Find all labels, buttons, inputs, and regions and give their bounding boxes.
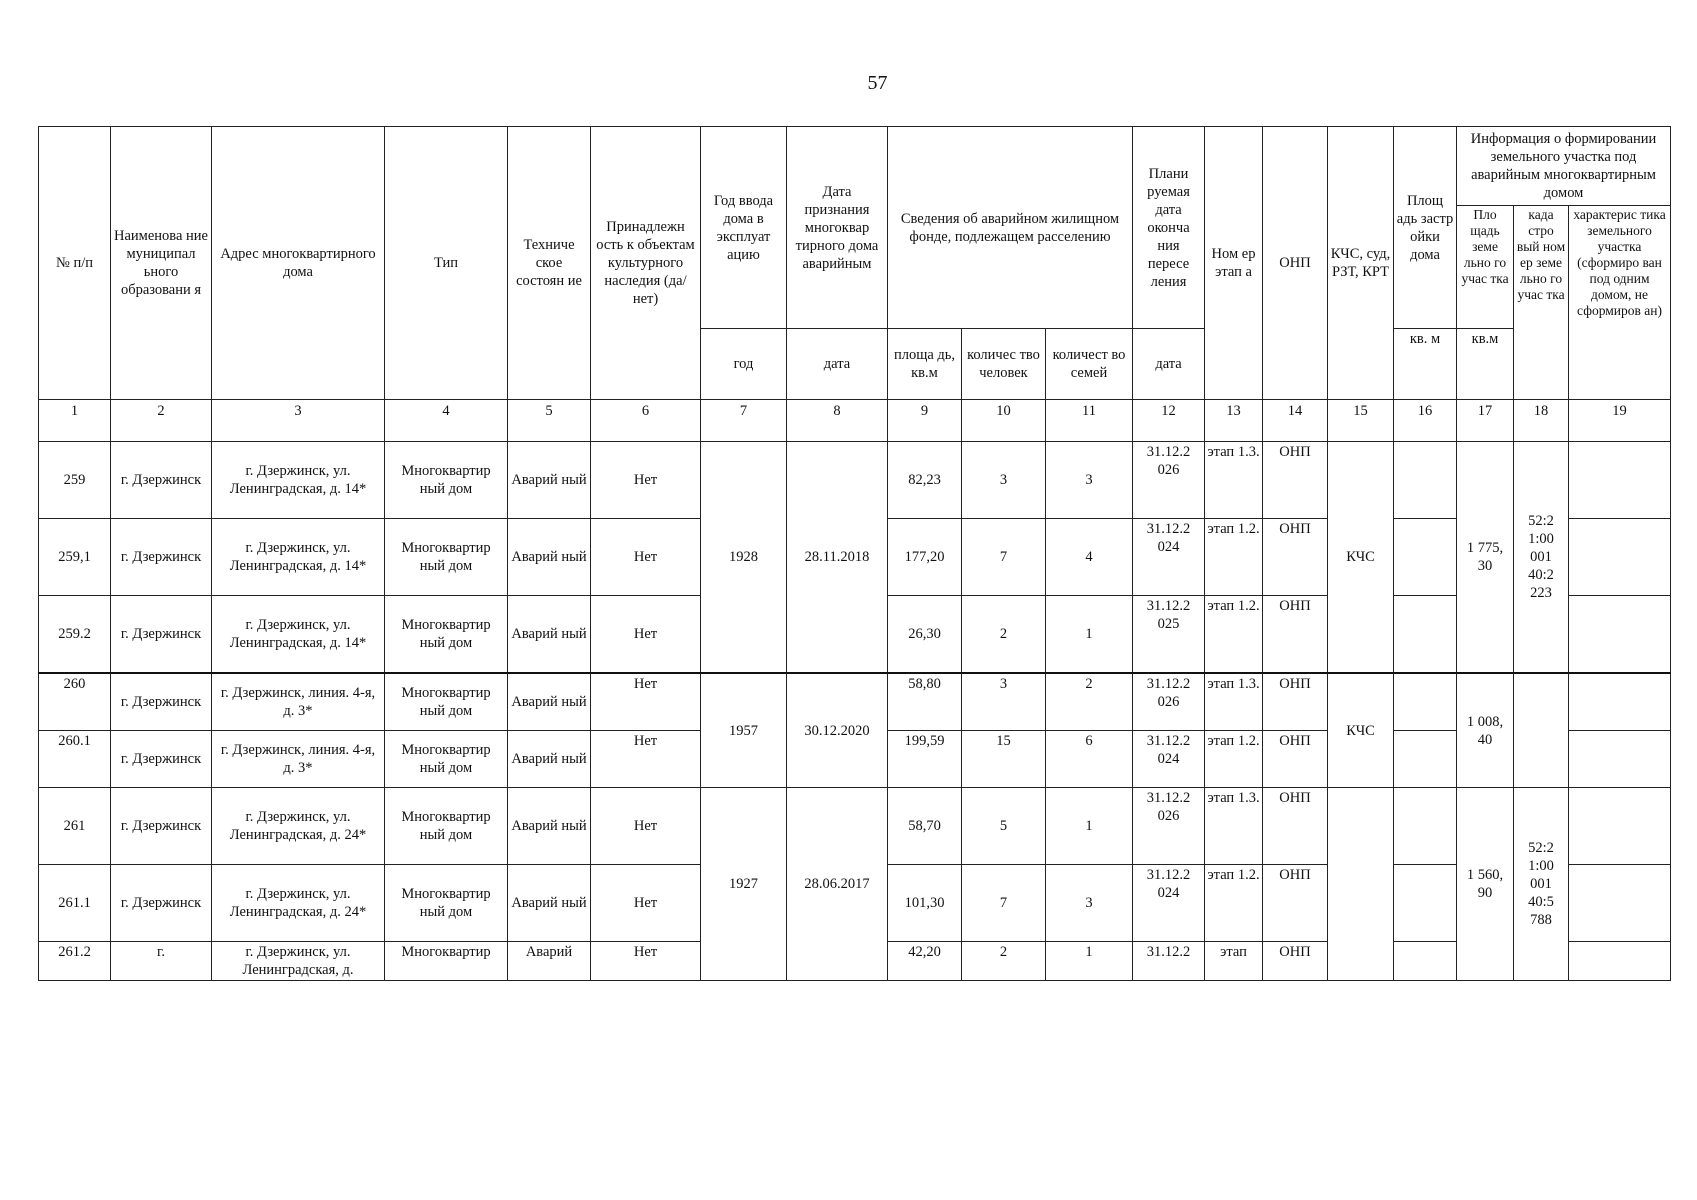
emergency-area: 58,70	[888, 788, 962, 865]
stage: этап 1.3.	[1205, 442, 1263, 519]
people-count: 2	[962, 596, 1046, 674]
emergency-area: 199,59	[888, 731, 962, 788]
address: г. Дзержинск, ул. Ленинградская, д.	[212, 942, 385, 981]
onp: ОНП	[1263, 731, 1328, 788]
land-characteristic	[1569, 731, 1671, 788]
column-number: 2	[111, 400, 212, 442]
land-area: 1 775, 30	[1457, 442, 1514, 674]
column-number: 6	[591, 400, 701, 442]
column-numbers-row	[39, 400, 1671, 442]
header-emergency-fund: Сведения об аварийном жилищном фонде, подлежащем расселению	[888, 127, 1133, 329]
header-type: Тип	[385, 127, 508, 400]
onp: ОНП	[1263, 865, 1328, 942]
planned-date: 31.12.2 024	[1133, 731, 1205, 788]
planned-date: 31.12.2 026	[1133, 442, 1205, 519]
municipality: г. Дзержинск	[111, 673, 212, 731]
house-type: Многоквартир ный дом	[385, 788, 508, 865]
onp: ОНП	[1263, 519, 1328, 596]
emergency-area: 42,20	[888, 942, 962, 981]
table-row	[39, 442, 1671, 519]
header-people-unit: количес тво человек	[962, 329, 1046, 400]
built-area	[1394, 865, 1457, 942]
cadastral-number: 52:2 1:00 001 40:2 223	[1514, 442, 1569, 674]
stage: этап 1.2.	[1205, 519, 1263, 596]
column-number: 1	[39, 400, 111, 442]
address: г. Дзержинск, ул. Ленинградская, д. 14*	[212, 519, 385, 596]
recognition-date: 28.11.2018	[787, 442, 888, 674]
header-recognition-date: Дата признания многоквар тирного дома аварийным	[787, 127, 888, 329]
land-characteristic	[1569, 442, 1671, 519]
header-year-unit: год	[701, 329, 787, 400]
planned-date: 31.12.2 026	[1133, 673, 1205, 731]
column-number: 19	[1569, 400, 1671, 442]
header-municipality: Наименова ние муниципал ьного образовани я	[111, 127, 212, 400]
land-characteristic	[1569, 865, 1671, 942]
column-number: 16	[1394, 400, 1457, 442]
house-type: Многоквартир ный дом	[385, 865, 508, 942]
stage: этап 1.2.	[1205, 731, 1263, 788]
recognition-date: 30.12.2020	[787, 673, 888, 788]
people-count: 3	[962, 673, 1046, 731]
emergency-area: 101,30	[888, 865, 962, 942]
land-area: 1 560, 90	[1457, 788, 1514, 981]
municipality: г.	[111, 942, 212, 981]
header-year: Год ввода дома в эксплуат ацию	[701, 127, 787, 329]
land-characteristic	[1569, 942, 1671, 981]
heritage: Нет	[591, 865, 701, 942]
house-type: Многоквартир ный дом	[385, 442, 508, 519]
emergency-area: 177,20	[888, 519, 962, 596]
family-count: 3	[1046, 865, 1133, 942]
address: г. Дзержинск, линия. 4-я, д. 3*	[212, 731, 385, 788]
heritage: Нет	[591, 673, 701, 731]
heritage: Нет	[591, 788, 701, 865]
built-area	[1394, 942, 1457, 981]
municipality: г. Дзержинск	[111, 519, 212, 596]
header-planned-date: Плани руемая дата оконча ния пересе ления	[1133, 127, 1205, 329]
municipality: г. Дзержинск	[111, 731, 212, 788]
stage: этап 1.2.	[1205, 865, 1263, 942]
column-number: 13	[1205, 400, 1263, 442]
stage: этап	[1205, 942, 1263, 981]
column-number: 15	[1328, 400, 1394, 442]
column-number: 7	[701, 400, 787, 442]
header-stage: Ном ер этап а	[1205, 127, 1263, 400]
row-number: 261	[39, 788, 111, 865]
planned-date: 31.12.2	[1133, 942, 1205, 981]
people-count: 15	[962, 731, 1046, 788]
land-characteristic	[1569, 788, 1671, 865]
land-area: 1 008, 40	[1457, 673, 1514, 788]
address: г. Дзержинск, ул. Ленинградская, д. 24*	[212, 865, 385, 942]
built-area	[1394, 596, 1457, 674]
family-count: 1	[1046, 942, 1133, 981]
column-number: 10	[962, 400, 1046, 442]
built-area	[1394, 731, 1457, 788]
onp: ОНП	[1263, 942, 1328, 981]
people-count: 5	[962, 788, 1046, 865]
people-count: 2	[962, 942, 1046, 981]
house-type: Многоквартир ный дом	[385, 731, 508, 788]
column-number: 8	[787, 400, 888, 442]
row-number: 259,1	[39, 519, 111, 596]
header-date-unit: дата	[787, 329, 888, 400]
header-families-unit: количест во семей	[1046, 329, 1133, 400]
family-count: 1	[1046, 788, 1133, 865]
header-land-area: Пло щадь земе льно го учас тка	[1457, 206, 1514, 329]
land-characteristic	[1569, 519, 1671, 596]
header-onp: ОНП	[1263, 127, 1328, 400]
heritage: Нет	[591, 596, 701, 674]
header-cadastral: када стро вый ном ер земе льно го учас тка	[1514, 206, 1569, 400]
family-count: 2	[1046, 673, 1133, 731]
house-type: Многоквартир ный дом	[385, 596, 508, 674]
kchs	[1328, 788, 1394, 981]
commission-year: 1928	[701, 442, 787, 674]
municipality: г. Дзержинск	[111, 865, 212, 942]
tech-state: Аварий ный	[508, 519, 591, 596]
column-number: 12	[1133, 400, 1205, 442]
row-number: 260	[39, 673, 111, 731]
land-characteristic	[1569, 596, 1671, 674]
heritage: Нет	[591, 442, 701, 519]
cadastral-number	[1514, 673, 1569, 788]
table-row	[39, 673, 1671, 731]
column-number: 9	[888, 400, 962, 442]
municipality: г. Дзержинск	[111, 442, 212, 519]
planned-date: 31.12.2 025	[1133, 596, 1205, 674]
row-number: 260.1	[39, 731, 111, 788]
page-number: 57	[867, 72, 888, 94]
municipality: г. Дзержинск	[111, 596, 212, 674]
land-characteristic	[1569, 673, 1671, 731]
kchs: КЧС	[1328, 673, 1394, 788]
header-kchs: КЧС, суд, РЗТ, КРТ	[1328, 127, 1394, 400]
column-number: 18	[1514, 400, 1569, 442]
header-land-characteristic: характерис тика земельного участка (сформиро ван под одним домом, не сформиров ан)	[1569, 206, 1671, 400]
header-built-area: Площ адь застр ойки дома	[1394, 127, 1457, 329]
row-number: 261.1	[39, 865, 111, 942]
emergency-housing-table	[38, 126, 1671, 981]
header-row-top	[39, 127, 1671, 206]
tech-state: Аварий ный	[508, 673, 591, 731]
people-count: 7	[962, 519, 1046, 596]
family-count: 3	[1046, 442, 1133, 519]
emergency-area: 82,23	[888, 442, 962, 519]
planned-date: 31.12.2 024	[1133, 519, 1205, 596]
tech-state: Аварий	[508, 942, 591, 981]
header-tech-state: Техниче ское состоян ие	[508, 127, 591, 400]
municipality: г. Дзержинск	[111, 788, 212, 865]
stage: этап 1.3.	[1205, 788, 1263, 865]
house-type: Многоквартир	[385, 942, 508, 981]
house-type: Многоквартир ный дом	[385, 519, 508, 596]
built-area	[1394, 442, 1457, 519]
heritage: Нет	[591, 519, 701, 596]
column-number: 5	[508, 400, 591, 442]
header-heritage: Принадлежн ость к объектам культурного наследия (да/нет)	[591, 127, 701, 400]
heritage: Нет	[591, 731, 701, 788]
tech-state: Аварий ный	[508, 731, 591, 788]
onp: ОНП	[1263, 673, 1328, 731]
header-planned-date-unit: дата	[1133, 329, 1205, 400]
family-count: 6	[1046, 731, 1133, 788]
planned-date: 31.12.2 026	[1133, 788, 1205, 865]
onp: ОНП	[1263, 788, 1328, 865]
kchs: КЧС	[1328, 442, 1394, 674]
recognition-date: 28.06.2017	[787, 788, 888, 981]
family-count: 4	[1046, 519, 1133, 596]
table-row	[39, 788, 1671, 865]
header-land-area-unit: кв.м	[1457, 329, 1514, 400]
tech-state: Аварий ный	[508, 442, 591, 519]
row-number: 261.2	[39, 942, 111, 981]
header-land-info: Информация о формировании земельного участка под аварийным многоквартирным домом	[1457, 127, 1671, 206]
onp: ОНП	[1263, 596, 1328, 674]
built-area	[1394, 788, 1457, 865]
commission-year: 1927	[701, 788, 787, 981]
people-count: 7	[962, 865, 1046, 942]
address: г. Дзержинск, ул. Ленинградская, д. 14*	[212, 596, 385, 674]
address: г. Дзержинск, линия. 4-я, д. 3*	[212, 673, 385, 731]
tech-state: Аварий ный	[508, 788, 591, 865]
built-area	[1394, 519, 1457, 596]
emergency-area: 26,30	[888, 596, 962, 674]
emergency-area: 58,80	[888, 673, 962, 731]
header-address: Адрес многоквартирного дома	[212, 127, 385, 400]
built-area	[1394, 673, 1457, 731]
people-count: 3	[962, 442, 1046, 519]
commission-year: 1957	[701, 673, 787, 788]
header-num: № п/п	[39, 127, 111, 400]
column-number: 17	[1457, 400, 1514, 442]
tech-state: Аварий ный	[508, 865, 591, 942]
header-area-unit: площа дь, кв.м	[888, 329, 962, 400]
family-count: 1	[1046, 596, 1133, 674]
row-number: 259	[39, 442, 111, 519]
column-number: 11	[1046, 400, 1133, 442]
header-built-area-unit: кв. м	[1394, 329, 1457, 400]
tech-state: Аварий ный	[508, 596, 591, 674]
column-number: 14	[1263, 400, 1328, 442]
cadastral-number: 52:2 1:00 001 40:5 788	[1514, 788, 1569, 981]
house-type: Многоквартир ный дом	[385, 673, 508, 731]
row-number: 259.2	[39, 596, 111, 674]
stage: этап 1.2.	[1205, 596, 1263, 674]
onp: ОНП	[1263, 442, 1328, 519]
stage: этап 1.3.	[1205, 673, 1263, 731]
planned-date: 31.12.2 024	[1133, 865, 1205, 942]
column-number: 4	[385, 400, 508, 442]
heritage: Нет	[591, 942, 701, 981]
address: г. Дзержинск, ул. Ленинградская, д. 14*	[212, 442, 385, 519]
column-number: 3	[212, 400, 385, 442]
address: г. Дзержинск, ул. Ленинградская, д. 24*	[212, 788, 385, 865]
